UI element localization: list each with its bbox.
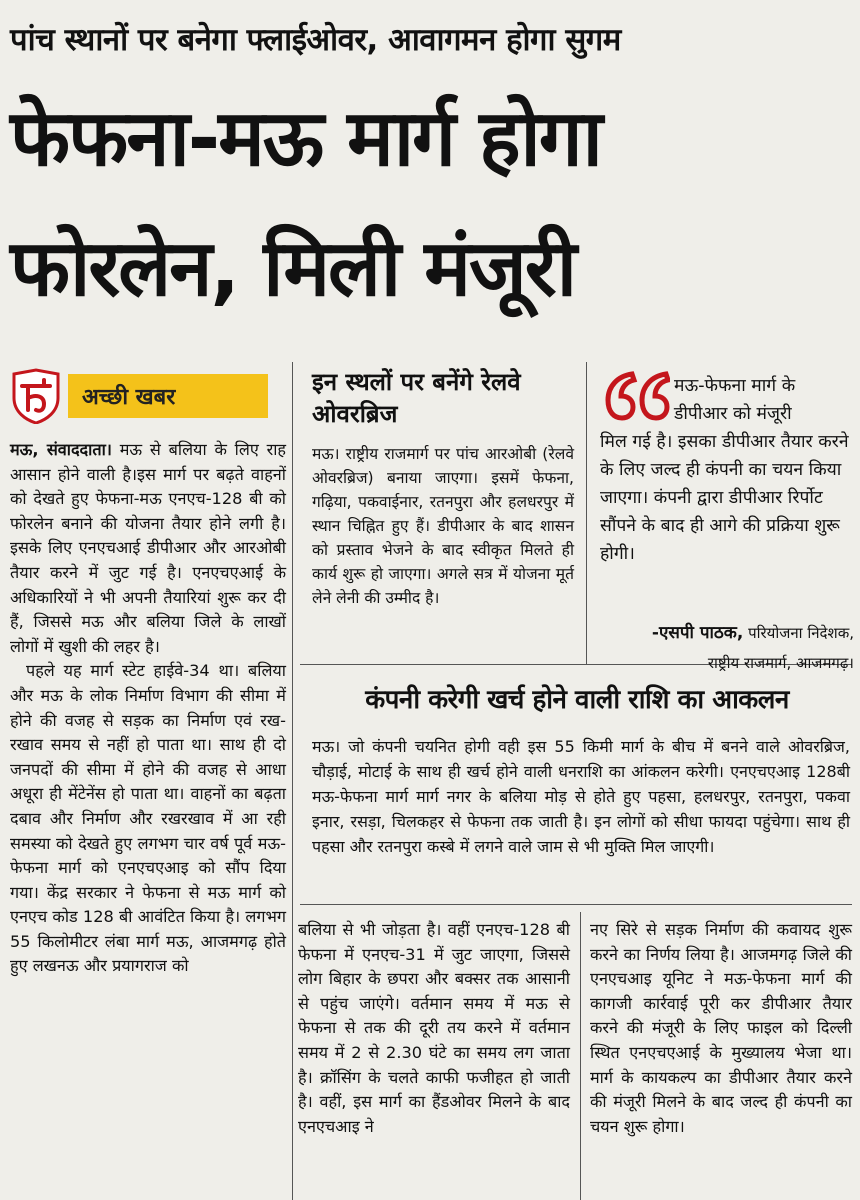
quote-first-line: मऊ-फेफना मार्ग के डीपीआर को मंजूरी — [674, 376, 796, 424]
quote-author: -एसपी पाठक, — [651, 623, 744, 643]
column-rule — [586, 362, 587, 664]
rob-box-heading: इन स्थलों पर बनेंगे रेलवे ओवरब्रिज — [312, 368, 521, 428]
cost-box-heading: कंपनी करेगी खर्च होने वाली राशि का आकलन — [365, 685, 789, 715]
kicker-headline: पांच स्थानों पर बनेगा फ्लाईओवर, आवागमन होगा सुगम — [10, 22, 621, 58]
box-rule — [300, 904, 852, 905]
column-rule — [292, 362, 293, 1200]
rob-box-body: मऊ। राष्ट्रीय राजमार्ग पर पांच आरओबी (रेलवे ओवरब्रिज) बनाया जाएगा। इसमें फेफना, गढ़िया, पकवाईनार, रतनपुरा और हलधरपुर में स्थान चिह्नित हुए हैं। डीपीआर के बाद शासन को प्रस्ताव भेजने के बाद स्वीकृत मिलते ही कार्य शुरू हो जाएगा। अगले सत्र में योजना मूर्त लेने लेनी की उम्मीद है। — [312, 445, 574, 607]
main-story-para-1: मऊ से बलिया के लिए राह आसान होने वाली है।इस मार्ग पर बढ़ते वाहनों को देखते हुए फेफना-मऊ एनएच-128 बी को फोरलेन बनाने की योजना तैयार होने लगी है। इसके लिए एनएचआई डीपीआर और आरओबी तैयार करने में जुट गई है। एनएचएआई के अधिकारियों ने भी अपनी तैयारियां शुरू कर दी हैं, जिससे मऊ और बलिया जिले के लाखों लोगों में खुशी की लहर है। — [10, 440, 286, 656]
main-story-column-3: नए सिरे से सड़क निर्माण की कवायद शुरू करने का निर्णय लिया है। आजमगढ़ जिले की एनएचआइ यूनिट ने मऊ-फेफना मार्ग की कागजी कार्रवाई पूरी कर डीपीआर तैयार करने की मंजूरी के लिए फाइल को दिल्ली स्थित एनएचएआई के मुख्यालय भेजा था। मार्ग के कायकल्प का डीपीआर तैयार करने की मंजूरी मिलने के बाद जल्द ही कंपनी का चयन शुरू होगा। — [590, 920, 852, 1136]
cost-box-body: मऊ। जो कंपनी चयनित होगी वही इस 55 किमी मार्ग के बीच में बनने वाले ओवरब्रिज, चौड़ाई, मोटाई के साथ ही खर्च होने वाली धनराशि का आंकलन करेगी। एनएचएआइ 128बी मऊ-फेफना मार्ग मार्ग नगर के बलिया मोड़ से होते हुए पहसा, हलधरपुर, रतनपुरा, पकवा इनार, रसड़ा, चिलकहर से फेफना तक जाती है। इन लोगों को सीधा फायदा पहुंचेगा। साथ ही पहसा और रतनपुरा कस्बे में लगने वाले जाम से भी मुक्ति मिल जाएगी। — [312, 737, 850, 856]
headline-line-1: फेफना-मऊ मार्ग होगा — [10, 94, 601, 184]
main-story-para-2: पहले यह मार्ग स्टेट हाईवे-34 था। बलिया और मऊ के लोक निर्माण विभाग की सीमा में होने की वजह से सड़क का निर्माण एवं रख-रखाव समय से नहीं हो पाता था। साथ ही दो जनपदों की सीमा में होने की वजह से आधा अधूरा ही मेंटेनेंस हो पाता था। वाहनों का बढ़ता दबाव और निर्माण और रखरखाव में आ रही समस्या को देखते हुए लगभग चार वर्ष पूर्व मऊ-फेफना मार्ग को एनएचएआइ को सौंप दिया गया। केंद्र सरकार ने फेफना से मऊ मार्ग को एनएच कोड 128 बी आवंटित किया है। लगभग 55 किलोमीटर लंबा मार्ग मऊ, आजमगढ़ होते हुए लखनऊ और प्रयागराज को — [10, 661, 286, 976]
hindustan-hi-logo-icon — [10, 368, 62, 424]
main-story-column-1 — [10, 438, 286, 979]
quote-body: मिल गई है। इसका डीपीआर तैयार करने के लिए जल्द ही कंपनी का चयन किया जाएगा। कंपनी द्वारा डीपीआर रिर्पोट सौंपने के बाद ही आगे की प्रक्रिया शुरू होगी। — [600, 432, 849, 564]
good-news-badge — [10, 368, 272, 424]
column-rule — [580, 912, 581, 1200]
main-story-column-2: बलिया से भी जोड़ता है। वहीं एनएच-128 बी फेफना में एनएच-31 में जुट जाएगा, जिससे लोग बिहार के छपरा और बक्सर तक आसानी से पहुंच जाएंगे। वर्तमान समय में मऊ से फेफना से तक की दूरी तय करने में वर्तमान समय में 2 से 2.30 घंटे का समय लग जाता है। क्रॉसिंग के चलते काफी फजीहत हो जाती है। वहीं, इस मार्ग का हैंडओवर मिलने के बाद एनएचआइ ने — [298, 920, 570, 1136]
badge-label: अच्छी खबर — [68, 374, 268, 418]
quote-org: राष्ट्रीय राजमार्ग, आजमगढ़। — [707, 654, 854, 672]
headline-line-2: फोरलेन, मिली मंजूरी — [10, 224, 575, 314]
quote-text — [600, 372, 854, 568]
quote-attribution — [600, 618, 854, 678]
dateline: मऊ, संवाददाता। — [10, 440, 112, 459]
quote-designation: परियोजना निदेशक, — [748, 624, 854, 642]
